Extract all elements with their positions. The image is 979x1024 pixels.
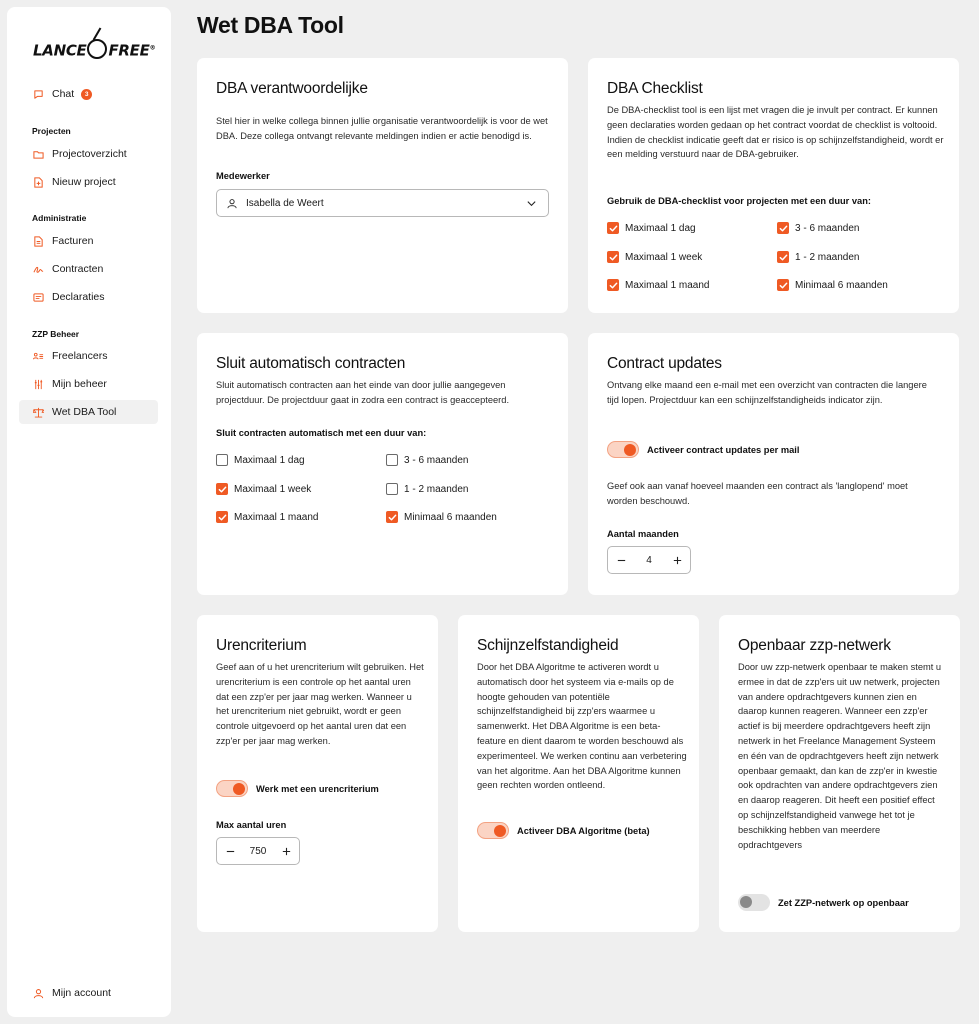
sidebar-item-contracten[interactable] <box>19 257 158 281</box>
field-label-aantal-maanden: Aantal maanden <box>607 529 679 539</box>
card-title: Schijnzelfstandigheid <box>477 637 619 654</box>
max-uren-stepper[interactable] <box>216 837 300 865</box>
card-description: Geef aan of u het urencriterium wilt gebruiken. Het urencriterium is een controle op het aantal uren dat een zzp'er per jaar mag werken. Wanneer u het urencriterium niet gebruikt, wordt er geen controle uitgevoerd op het aantal uren dat een zzp'er per jaar mag werken. <box>216 662 424 746</box>
checkbox-box[interactable] <box>386 483 398 495</box>
sidebar-item-label: Declaraties <box>52 291 105 303</box>
card-description: Sluit automatisch contracten aan het einde van door jullie aangegeven projectduur. De projectduur gaat in zodra een contract is geaccepteerd. <box>216 380 510 405</box>
sidebar <box>7 7 171 1017</box>
checkbox-box[interactable] <box>216 483 228 495</box>
logo-right-text: FREE <box>108 41 150 60</box>
sidebar-item-freelancers[interactable] <box>19 344 158 368</box>
card-title: DBA Checklist <box>607 80 703 97</box>
user-icon <box>33 988 44 999</box>
stepper-value[interactable]: 4 <box>646 554 652 566</box>
checkbox-checklist-1-dag[interactable] <box>607 222 696 234</box>
checkbox-checklist-1-week[interactable] <box>607 251 702 263</box>
invoice-icon <box>33 236 44 247</box>
checkbox-label: Minimaal 6 maanden <box>795 279 888 291</box>
logo-left-text: LANCE <box>33 41 87 60</box>
card-schijnzelfstandigheid <box>458 615 699 932</box>
checkbox-box[interactable] <box>607 222 619 234</box>
checklist-subheading: Gebruik de DBA-checklist voor projecten met een duur van: <box>607 196 871 206</box>
sidebar-item-projectoverzicht[interactable] <box>19 142 158 166</box>
sidebar-item-label: Nieuw project <box>52 176 116 188</box>
checkbox-box[interactable] <box>777 279 789 291</box>
checkbox-box[interactable] <box>777 251 789 263</box>
card-description-secondary: Geef ook aan vanaf hoeveel maanden een contract als 'langlopend' moet worden beschouwd. <box>607 481 908 506</box>
stepper-value[interactable]: 750 <box>249 845 267 857</box>
checkbox-box[interactable] <box>216 454 228 466</box>
sidebar-item-declaraties[interactable] <box>19 285 158 309</box>
checkbox-box[interactable] <box>777 222 789 234</box>
signature-icon <box>33 264 44 275</box>
file-plus-icon <box>33 177 44 188</box>
scales-icon <box>33 407 44 418</box>
checkbox-box[interactable] <box>607 251 619 263</box>
checkbox-label: 3 - 6 maanden <box>795 222 860 234</box>
sidebar-item-mijn-beheer[interactable] <box>19 372 158 396</box>
checkbox-box[interactable] <box>386 511 398 523</box>
urencriterium-toggle[interactable] <box>216 780 379 797</box>
sidebar-item-label: Mijn beheer <box>52 378 107 390</box>
checkbox-box[interactable] <box>607 279 619 291</box>
card-urencriterium <box>197 615 438 932</box>
aantal-maanden-stepper[interactable] <box>607 546 691 574</box>
sidebar-item-label: Contracten <box>52 263 104 275</box>
checkbox-box[interactable] <box>216 511 228 523</box>
checkbox-checklist-1-2-maanden[interactable] <box>777 251 860 263</box>
toggle-label: Activeer contract updates per mail <box>647 444 800 455</box>
checkbox-label: 3 - 6 maanden <box>404 454 469 466</box>
users-list-icon <box>33 351 44 362</box>
section-label-zzp-beheer: ZZP Beheer <box>32 329 80 339</box>
card-title: Openbaar zzp-netwerk <box>738 637 891 654</box>
toggle-switch[interactable] <box>607 441 639 458</box>
chevron-down-icon <box>526 198 537 209</box>
checkbox-auto-1-maand[interactable] <box>216 511 318 523</box>
sidebar-item-wet-dba-tool[interactable] <box>19 400 158 424</box>
card-contract-updates <box>588 333 959 595</box>
toggle-switch[interactable] <box>477 822 509 839</box>
card-dba-verantwoordelijke <box>197 58 568 313</box>
lancefree-logo[interactable] <box>33 29 156 73</box>
card-dba-checklist <box>588 58 959 313</box>
logo-circle-icon <box>87 39 107 59</box>
card-title: Sluit automatisch contracten <box>216 355 406 372</box>
card-openbaar-zzp-netwerk <box>719 615 960 932</box>
checkbox-label: Maximaal 1 maand <box>234 511 319 523</box>
zzp-netwerk-toggle[interactable] <box>738 894 909 911</box>
toggle-knob <box>494 825 506 837</box>
toggle-switch[interactable] <box>216 780 248 797</box>
logo-tm: ® <box>149 44 156 52</box>
user-icon <box>227 198 238 209</box>
toggle-knob <box>740 896 752 908</box>
dba-algoritme-toggle[interactable] <box>477 822 650 839</box>
checkbox-auto-1-week[interactable] <box>216 483 311 495</box>
toggle-label: Activeer DBA Algoritme (beta) <box>517 825 650 836</box>
field-label-medewerker: Medewerker <box>216 171 270 181</box>
checkbox-label: Maximaal 1 week <box>234 483 312 495</box>
checkbox-auto-minimaal-6-maanden[interactable] <box>386 511 497 523</box>
checkbox-label: Maximaal 1 week <box>625 251 703 263</box>
toggle-switch[interactable] <box>738 894 770 911</box>
medewerker-select[interactable] <box>216 189 549 217</box>
checkbox-label: Minimaal 6 maanden <box>404 511 497 523</box>
sidebar-item-label: Projectoverzicht <box>52 148 127 160</box>
checkbox-auto-1-2-maanden[interactable] <box>386 483 469 495</box>
field-label-max-aantal-uren: Max aantal uren <box>216 820 287 830</box>
sidebar-item-label: Mijn account <box>52 987 111 999</box>
sidebar-item-mijn-account[interactable] <box>19 981 158 1005</box>
toggle-label: Werk met een urencriterium <box>256 783 379 794</box>
minus-icon[interactable] <box>615 554 627 566</box>
section-label-projecten: Projecten <box>32 126 71 136</box>
sidebar-item-label: Facturen <box>52 235 94 247</box>
checkbox-auto-1-dag[interactable] <box>216 454 305 466</box>
sidebar-item-nieuw-project[interactable] <box>19 170 158 194</box>
card-title: Urencriterium <box>216 637 307 654</box>
checkbox-label: Maximaal 1 dag <box>234 454 305 466</box>
toggle-label: Zet ZZP-netwerk op openbaar <box>778 897 909 908</box>
auto-close-subheading: Sluit contracten automatisch met een duur van: <box>216 428 427 438</box>
checkbox-label: 1 - 2 maanden <box>795 251 860 263</box>
sidebar-item-label: Freelancers <box>52 350 108 362</box>
plus-icon[interactable] <box>280 845 292 857</box>
checkbox-label: Maximaal 1 dag <box>625 222 696 234</box>
chat-icon <box>33 89 44 100</box>
receipt-icon <box>33 292 44 303</box>
sliders-icon <box>33 379 44 390</box>
plus-icon[interactable] <box>671 554 683 566</box>
card-sluit-automatisch-contracten <box>197 333 568 595</box>
sidebar-item-facturen[interactable] <box>19 229 158 253</box>
sidebar-item-chat[interactable] <box>19 82 158 106</box>
folder-icon <box>33 149 44 160</box>
card-description: Door uw zzp-netwerk openbaar te maken stemt u ermee in dat de zzp'ers uit uw netwerk, projecten van andere opdrachtgevers kunnen zien en daarop kunnen reageren. Wanneer een zzp'er actief is bij meerdere opdrachtgevers heeft zijn netwerk in het Freelance Management Systeem en één van de opdrachtgevers heeft zijn netwerk openbaar gemaakt, dan kan de zzp'er in kwestie ook opdrachten van andere opdrachtgevers zien en daarop reageren. Dit heeft een positief effect op schijnzelfstandigheid vanwege het tot je beschikking hebben van meerdere opdrachtgevers <box>738 662 942 850</box>
card-title: Contract updates <box>607 355 722 372</box>
toggle-knob <box>233 783 245 795</box>
sidebar-item-label: Wet DBA Tool <box>52 406 117 418</box>
checkbox-checklist-1-maand[interactable] <box>607 279 709 291</box>
toggle-knob <box>624 444 636 456</box>
contract-updates-toggle[interactable] <box>607 441 799 458</box>
checkbox-label: 1 - 2 maanden <box>404 483 469 495</box>
card-description: Door het DBA Algoritme te activeren wordt u automatisch door het systeem via e-mails op de hoogte gehouden van potentiële schijnzelfstandigheid bij zzp'ers waarmee u samenwerkt. Het DBA Algoritme is een beta-feature en dient daarom te worden beschouwd als experimenteel. We werken continu aan verbetering van het algoritme. Aan het DBA Algoritme kunnen geen rechten worden ontleend. <box>477 662 687 791</box>
checkbox-box[interactable] <box>386 454 398 466</box>
selected-medewerker: Isabella de Weert <box>246 197 324 209</box>
card-description: Ontvang elke maand een e-mail met een overzicht van contracten die langere tijd lopen. Projectduur kan een schijnzelfstandigheids indicator zijn. <box>607 380 927 405</box>
checkbox-checklist-minimaal-6-maanden[interactable] <box>777 279 888 291</box>
sidebar-item-label: Chat <box>52 88 75 100</box>
checkbox-label: Maximaal 1 maand <box>625 279 710 291</box>
page-title: Wet DBA Tool <box>197 12 344 38</box>
card-title: DBA verantwoordelijke <box>216 80 368 97</box>
minus-icon[interactable] <box>224 845 236 857</box>
card-description: De DBA-checklist tool is een lijst met vragen die je invult per contract. Er kunnen geen declaraties worden gedaan op het contract voordat de checklist is voltooid. Indien de checklist indicatie geeft dat er risico is op schijnzelfstandigheid, wordt er een melding verstuurd naar de DBA-gebruiker. <box>607 105 944 160</box>
card-description: Stel hier in welke collega binnen jullie organisatie verantwoordelijk is voor de wet DBA. Deze collega ontvangt relevante meldingen indien er actie benodigd is. <box>216 116 548 141</box>
section-label-administratie: Administratie <box>32 213 87 223</box>
checkbox-checklist-3-6-maanden[interactable] <box>777 222 860 234</box>
checkbox-auto-3-6-maanden[interactable] <box>386 454 469 466</box>
chat-count-badge: 3 <box>81 89 92 100</box>
